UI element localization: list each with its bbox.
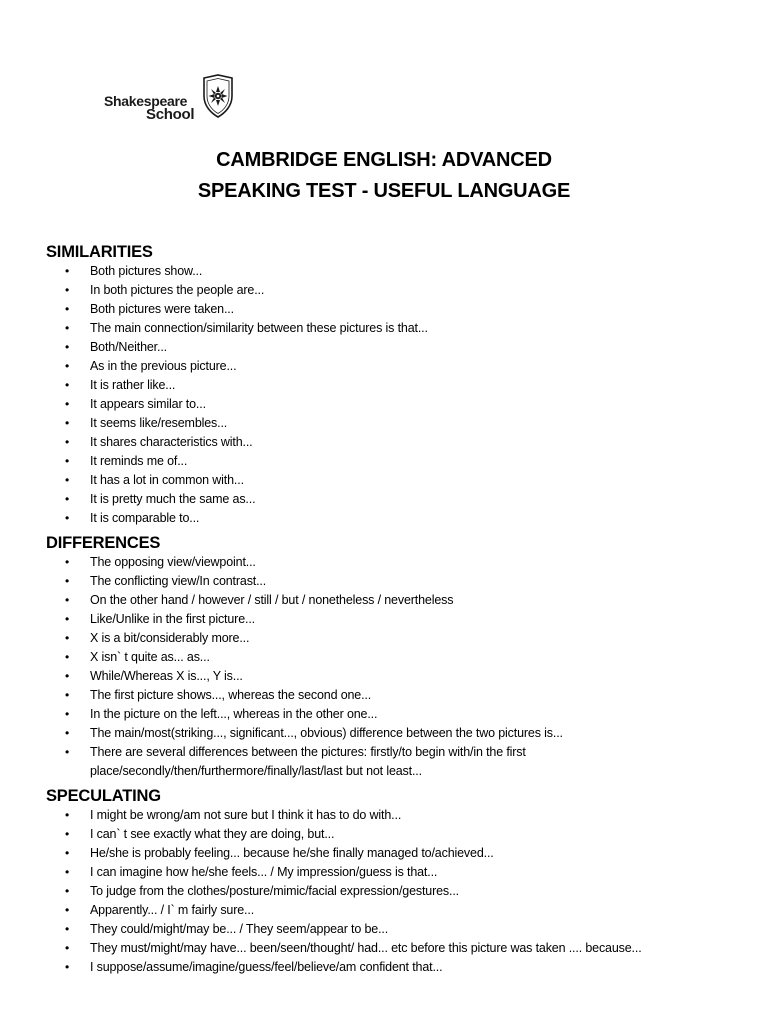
bullet-icon: • — [65, 745, 70, 759]
bullet-icon: • — [65, 941, 70, 955]
list-item — [46, 705, 746, 724]
list-item — [46, 844, 746, 863]
bullet-icon: • — [65, 707, 70, 721]
bullet-icon: • — [65, 903, 70, 917]
page-title-line-1: CAMBRIDGE ENGLISH: ADVANCED — [216, 149, 552, 171]
section-heading: DIFFERENCES — [46, 534, 161, 552]
list-item — [46, 452, 746, 471]
logo-text — [104, 74, 194, 122]
list-item-text: It appears similar to... — [90, 397, 206, 411]
bullet-icon: • — [65, 612, 70, 626]
list-item-text: The main/most(striking..., significant..., obvious) difference between the two pictures is... — [90, 726, 563, 740]
list-item-text: I might be wrong/am not sure but I think it has to do with... — [90, 808, 402, 822]
list-item-text: It seems like/resembles... — [90, 416, 228, 430]
list-item — [46, 806, 746, 825]
list-item-text: On the other hand / however / still / but / nonetheless / nevertheless — [90, 593, 454, 607]
list-item-text: In the picture on the left..., whereas in the other one... — [90, 707, 378, 721]
section-heading: SPECULATING — [46, 787, 161, 805]
bullet-icon: • — [65, 631, 70, 645]
list-item-text: X isn` t quite as... as... — [90, 650, 210, 664]
page-title-line-2: SPEAKING TEST - USEFUL LANGUAGE — [197, 180, 571, 202]
bullet-icon: • — [65, 321, 70, 335]
bullet-icon: • — [65, 688, 70, 702]
list-item — [46, 572, 746, 591]
list-item-text: It is rather like... — [90, 378, 176, 392]
list-item — [46, 958, 746, 977]
bullet-icon: • — [65, 922, 70, 936]
list-item — [46, 357, 746, 376]
list-item-text: The first picture shows..., whereas the second one... — [90, 688, 372, 702]
list-item-text: I can` t see exactly what they are doing, but... — [90, 827, 335, 841]
list-item-text: They must/might/may have... been/seen/thought/ had... etc before this picture was taken .... because... — [90, 941, 642, 955]
list-item-text: It reminds me of... — [90, 454, 188, 468]
list-item — [46, 743, 746, 781]
bullet-icon: • — [65, 302, 70, 316]
list-item — [46, 300, 746, 319]
bullet-icon: • — [65, 340, 70, 354]
bullet-icon: • — [65, 960, 70, 974]
list-item-text: To judge from the clothes/posture/mimic/facial expression/gestures... — [90, 884, 459, 898]
list-item — [46, 591, 746, 610]
list-item — [46, 686, 746, 705]
list-item — [46, 920, 746, 939]
list-item — [46, 610, 746, 629]
bullet-icon: • — [65, 435, 70, 449]
list-item-text: The main connection/similarity between these pictures is that... — [90, 321, 428, 335]
phrase-list — [46, 806, 746, 977]
bullet-icon: • — [65, 359, 70, 373]
bullet-icon: • — [65, 574, 70, 588]
list-item — [46, 901, 746, 920]
bullet-icon: • — [65, 593, 70, 607]
list-item-text: It is comparable to... — [90, 511, 200, 525]
list-item — [46, 262, 746, 281]
list-item-text: Both pictures show... — [90, 264, 203, 278]
bullet-icon: • — [65, 669, 70, 683]
list-item — [46, 471, 746, 490]
list-item-text: Both pictures were taken... — [90, 302, 234, 316]
section-heading: SIMILARITIES — [46, 243, 153, 261]
bullet-icon: • — [65, 650, 70, 664]
list-item-text: It is pretty much the same as... — [90, 492, 256, 506]
list-item — [46, 648, 746, 667]
list-item — [46, 509, 746, 528]
list-item — [46, 553, 746, 572]
list-item — [46, 395, 746, 414]
list-item-text: I can imagine how he/she feels... / My impression/guess is that... — [90, 865, 438, 879]
list-item — [46, 724, 746, 743]
list-item-text: The conflicting view/In contrast... — [90, 574, 267, 588]
bullet-icon: • — [65, 283, 70, 297]
list-item — [46, 667, 746, 686]
list-item — [46, 433, 746, 452]
bullet-icon: • — [65, 511, 70, 525]
bullet-icon: • — [65, 397, 70, 411]
list-item — [46, 319, 746, 338]
list-item-text: I suppose/assume/imagine/guess/feel/believe/am confident that... — [90, 960, 443, 974]
bullet-icon: • — [65, 808, 70, 822]
list-item — [46, 825, 746, 844]
list-item — [46, 939, 746, 958]
list-item-text: In both pictures the people are... — [90, 283, 265, 297]
bullet-icon: • — [65, 555, 70, 569]
bullet-icon: • — [65, 264, 70, 278]
list-item — [46, 629, 746, 648]
list-item-text: It has a lot in common with... — [90, 473, 244, 487]
list-item-text: Like/Unlike in the first picture... — [90, 612, 255, 626]
list-item-text: Apparently... / I` m fairly sure... — [90, 903, 255, 917]
section-similarities — [46, 242, 746, 528]
bullet-icon: • — [65, 884, 70, 898]
list-item — [46, 376, 746, 395]
section-differences — [46, 533, 746, 781]
list-item — [46, 490, 746, 509]
list-item-text: They could/might/may be... / They seem/appear to be... — [90, 922, 389, 936]
list-item-text: Both/Neither... — [90, 340, 167, 354]
list-item-text: The opposing view/viewpoint... — [90, 555, 256, 569]
bullet-icon: • — [65, 492, 70, 506]
list-item — [46, 281, 746, 300]
logo-line-1: Shakespeare — [104, 93, 188, 109]
phrase-list — [46, 553, 746, 781]
school-logo — [104, 74, 194, 122]
list-item-text: As in the previous picture... — [90, 359, 237, 373]
list-item-text: While/Whereas X is..., Y is... — [90, 669, 243, 683]
bullet-icon: • — [65, 846, 70, 860]
bullet-icon: • — [65, 378, 70, 392]
bullet-icon: • — [65, 454, 70, 468]
bullet-icon: • — [65, 473, 70, 487]
shield-crest-icon — [200, 74, 236, 118]
list-item — [46, 882, 746, 901]
list-item — [46, 863, 746, 882]
list-item-text: There are several differences between the pictures: firstly/to begin with/in the first place/secondly/then/furthermore/finally/last/last but not least... — [90, 745, 526, 778]
list-item — [46, 414, 746, 433]
list-item-text: He/she is probably feeling... because he/she finally managed to/achieved... — [90, 846, 494, 860]
bullet-icon: • — [65, 726, 70, 740]
bullet-icon: • — [65, 827, 70, 841]
bullet-icon: • — [65, 416, 70, 430]
list-item-text: It shares characteristics with... — [90, 435, 253, 449]
list-item-text: X is a bit/considerably more... — [90, 631, 250, 645]
phrase-list — [46, 262, 746, 528]
section-speculating — [46, 786, 746, 977]
logo-line-2: School — [146, 106, 195, 123]
list-item — [46, 338, 746, 357]
bullet-icon: • — [65, 865, 70, 879]
